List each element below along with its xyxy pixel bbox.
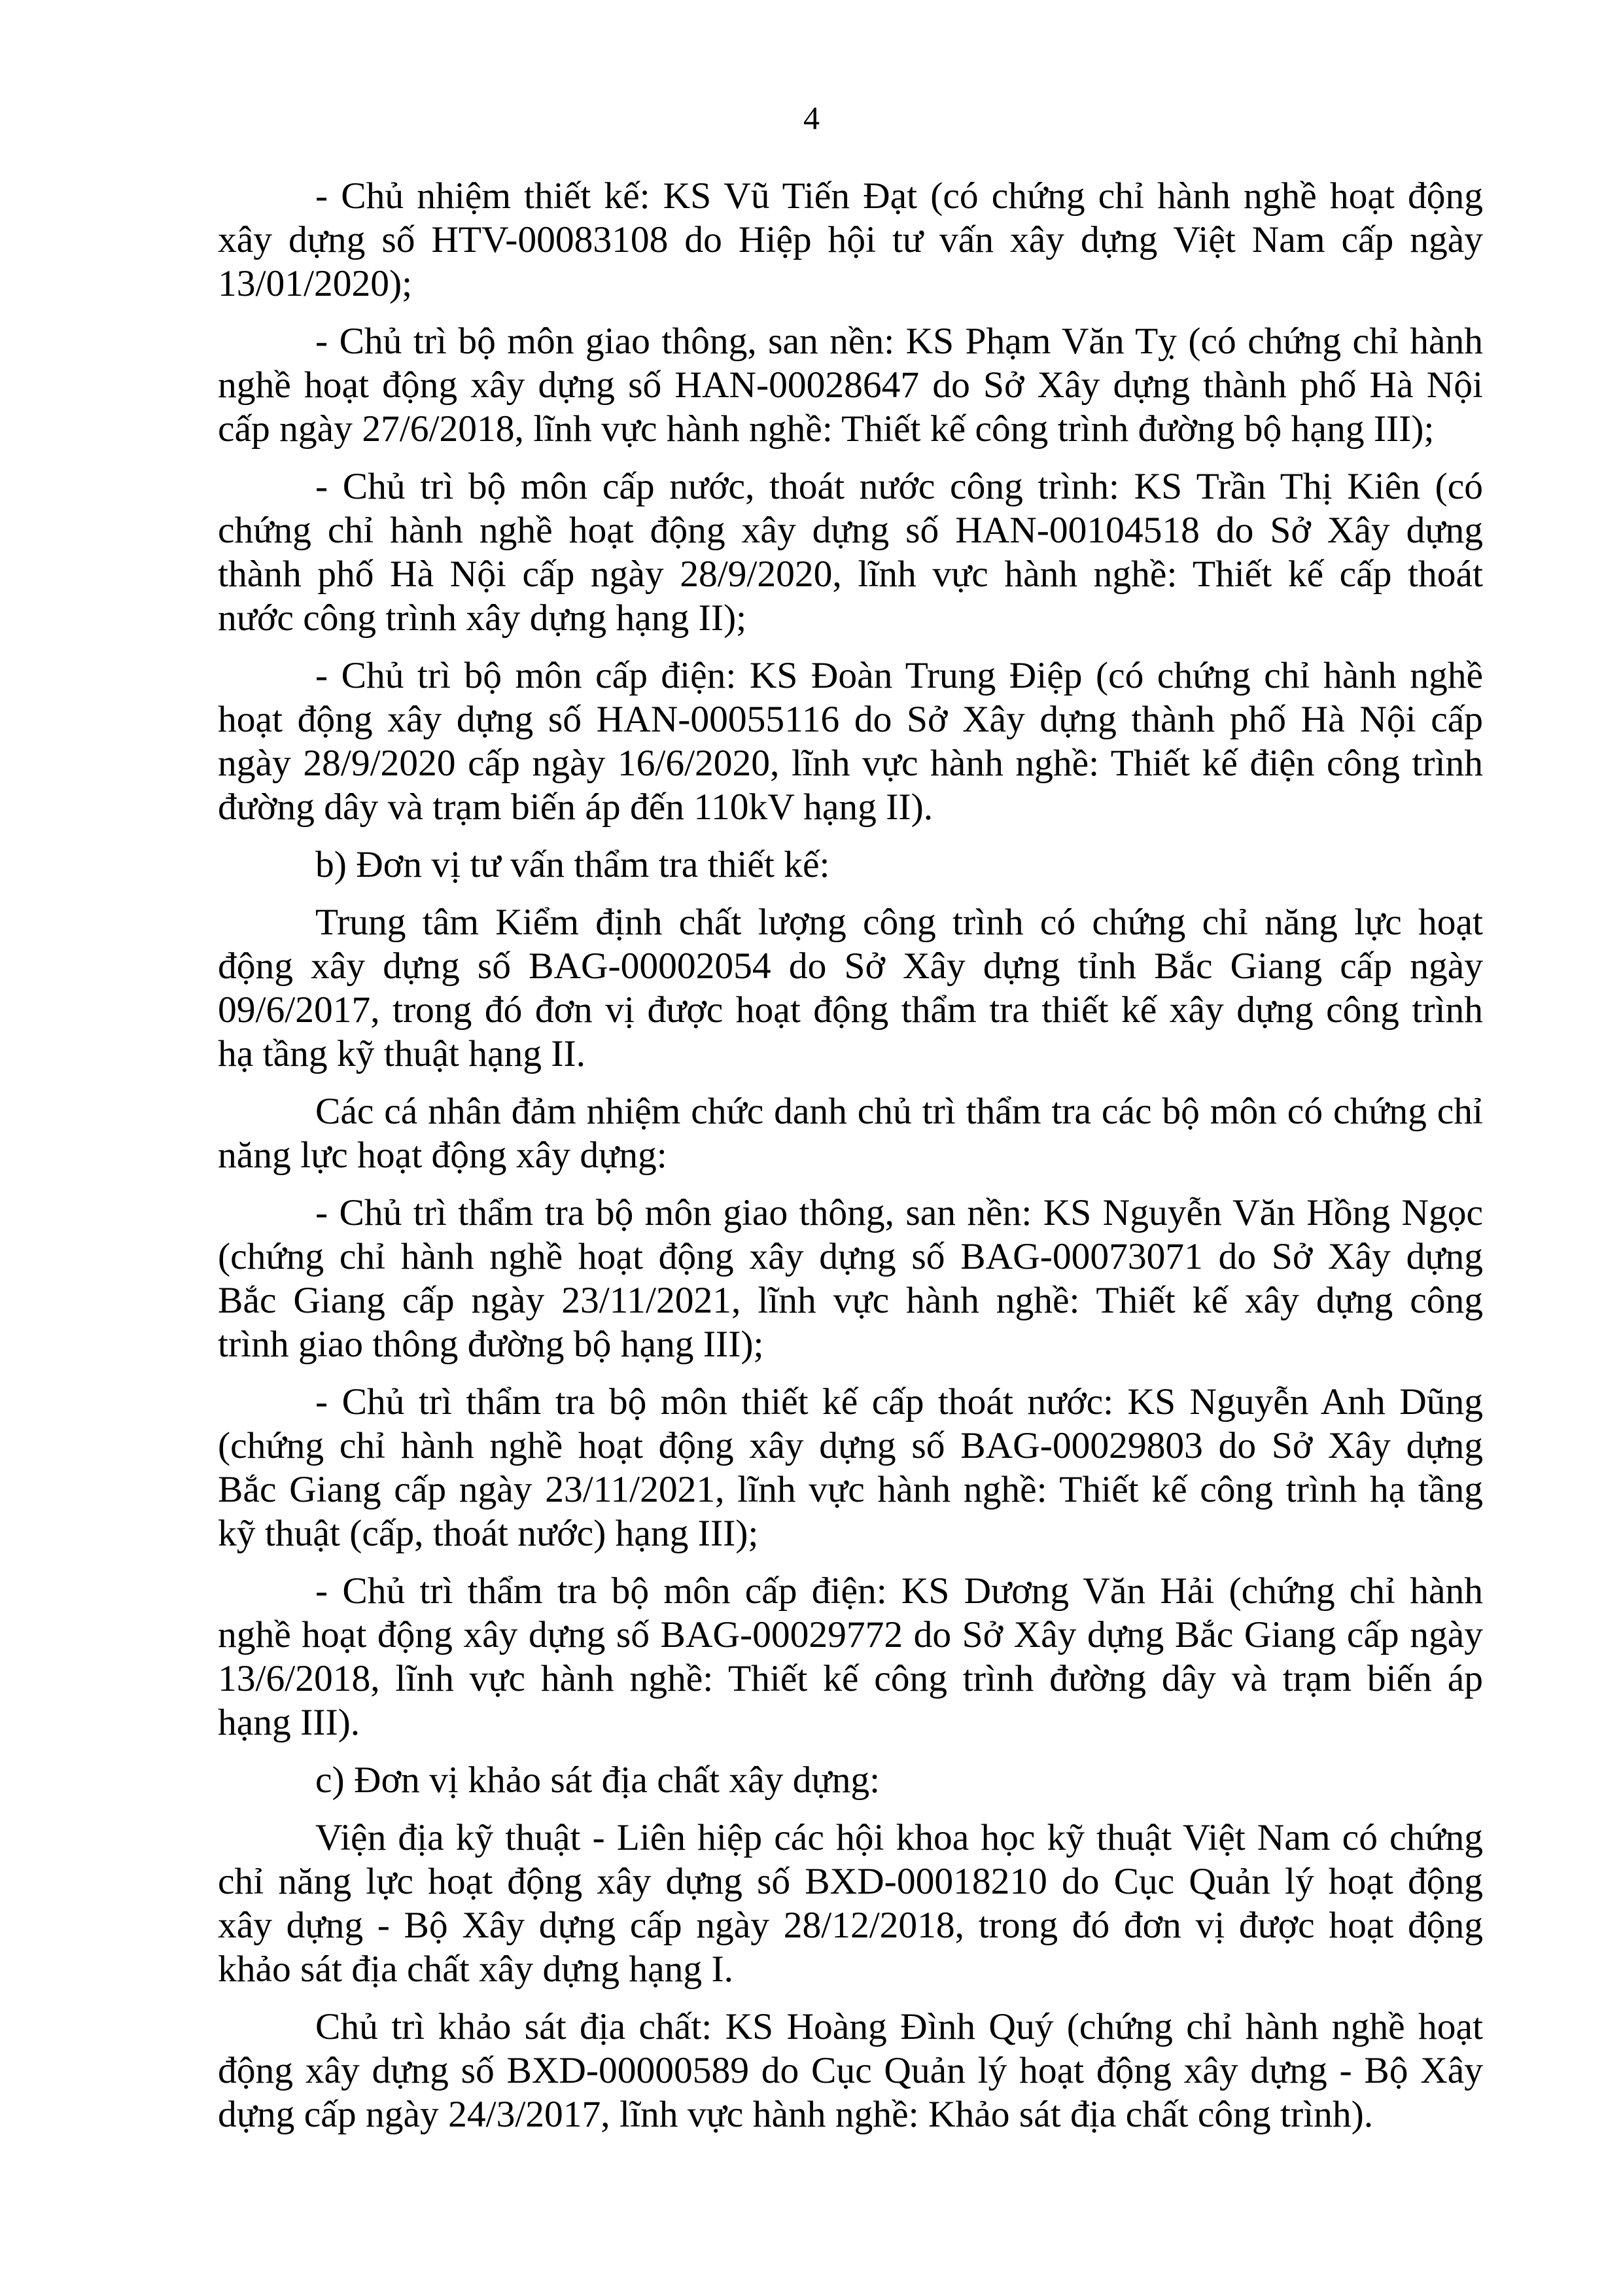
paragraph bbox=[218, 319, 1483, 451]
text-line: thành phố Hà Nội cấp ngày 28/9/2020, lĩnh vực hành nghề: Thiết kế cấp thoát bbox=[218, 554, 1483, 595]
text-line: - Chủ trì bộ môn cấp nước, thoát nước công trình: KS Trần Thị Kiên (có bbox=[315, 466, 1483, 507]
text-line: 13/6/2018, lĩnh vực hành nghề: Thiết kế công trình đường dây và trạm biến áp bbox=[218, 1658, 1483, 1699]
text-line: chứng chỉ hành nghề hoạt động xây dựng số HAN-00104518 do Sở Xây dựng bbox=[218, 510, 1483, 551]
text-line: Chủ trì khảo sát địa chất: KS Hoàng Đình Quý (chứng chỉ hành nghề hoạt bbox=[315, 2006, 1483, 2047]
text-line: cấp ngày 27/6/2018, lĩnh vực hành nghề: Thiết kế công trình đường bộ hạng III); bbox=[218, 408, 1435, 450]
text-line: đường dây và trạm biến áp đến 110kV hạng II). bbox=[218, 786, 934, 828]
text-line: dựng cấp ngày 24/3/2017, lĩnh vực hành nghề: Khảo sát địa chất công trình). bbox=[218, 2094, 1374, 2135]
text-line: Viện địa kỹ thuật - Liên hiệp các hội khoa học kỹ thuật Việt Nam có chứng bbox=[315, 1817, 1483, 1858]
text-line: trình giao thông đường bộ hạng III); bbox=[218, 1324, 764, 1365]
paragraph bbox=[218, 1089, 1483, 1177]
text-line: xây dựng số HTV-00083108 do Hiệp hội tư vấn xây dựng Việt Nam cấp ngày bbox=[218, 219, 1483, 260]
text-line: hoạt động xây dựng số HAN-00055116 do Sở Xây dựng thành phố Hà Nội cấp bbox=[218, 699, 1483, 740]
page-number: 4 bbox=[803, 99, 820, 136]
text-line: động xây dựng số BXD-00000589 do Cục Quản lý hoạt động xây dựng - Bộ Xây bbox=[218, 2050, 1483, 2091]
text-line: c) Đơn vị khảo sát địa chất xây dựng: bbox=[315, 1759, 881, 1801]
paragraph bbox=[218, 1816, 1483, 1991]
text-line: - Chủ trì bộ môn giao thông, san nền: KS Phạm Văn Tỵ (có chứng chỉ hành bbox=[315, 321, 1483, 362]
text-line: nghề hoạt động xây dựng số HAN-00028647 do Sở Xây dựng thành phố Hà Nội bbox=[218, 364, 1483, 406]
text-line: - Chủ trì thẩm tra bộ môn cấp điện: KS Dương Văn Hải (chứng chỉ hành bbox=[315, 1570, 1483, 1612]
paragraph bbox=[218, 900, 1483, 1076]
paragraph bbox=[218, 465, 1483, 640]
paragraph bbox=[218, 654, 1483, 829]
paragraph bbox=[218, 2005, 1483, 2136]
text-line: - Chủ trì thẩm tra bộ môn giao thông, san nền: KS Nguyễn Văn Hồng Ngọc bbox=[315, 1192, 1483, 1233]
text-line: khảo sát địa chất xây dựng hạng I. bbox=[218, 1949, 734, 1990]
text-line: (chứng chỉ hành nghề hoạt động xây dựng số BAG-00029803 do Sở Xây dựng bbox=[218, 1425, 1483, 1466]
text-line: Trung tâm Kiểm định chất lượng công trình có chứng chỉ năng lực hoạt bbox=[315, 902, 1483, 943]
text-line: - Chủ nhiệm thiết kế: KS Vũ Tiến Đạt (có chứng chỉ hành nghề hoạt động bbox=[315, 175, 1483, 217]
section-heading bbox=[218, 1758, 1483, 1802]
paragraph bbox=[218, 1191, 1483, 1366]
paragraph bbox=[218, 1569, 1483, 1744]
text-line: b) Đơn vị tư vấn thẩm tra thiết kế: bbox=[315, 844, 830, 885]
paragraph bbox=[218, 1380, 1483, 1555]
text-line: - Chủ trì thẩm tra bộ môn thiết kế cấp thoát nước: KS Nguyễn Anh Dũng bbox=[315, 1381, 1483, 1422]
text-line: năng lực hoạt động xây dựng: bbox=[218, 1135, 667, 1176]
paragraph bbox=[218, 174, 1483, 306]
text-line: nghề hoạt động xây dựng số BAG-00029772 do Sở Xây dựng Bắc Giang cấp ngày bbox=[218, 1614, 1483, 1655]
text-line: hạng III). bbox=[218, 1702, 360, 1743]
text-line: hạ tầng kỹ thuật hạng II. bbox=[218, 1033, 586, 1074]
text-line: xây dựng - Bộ Xây dựng cấp ngày 28/12/2018, trong đó đơn vị được hoạt động bbox=[218, 1905, 1483, 1946]
text-line: Bắc Giang cấp ngày 23/11/2021, lĩnh vực hành nghề: Thiết kế công trình hạ tầng bbox=[218, 1469, 1483, 1510]
text-line: Các cá nhân đảm nhiệm chức danh chủ trì thẩm tra các bộ môn có chứng chỉ bbox=[315, 1091, 1483, 1132]
document-body bbox=[218, 174, 1483, 2150]
text-line: 13/01/2020); bbox=[218, 263, 413, 304]
text-line: ngày 28/9/2020 cấp ngày 16/6/2020, lĩnh vực hành nghề: Thiết kế điện công trình bbox=[218, 743, 1483, 784]
text-line: (chứng chỉ hành nghề hoạt động xây dựng số BAG-00073071 do Sở Xây dựng bbox=[218, 1236, 1483, 1277]
text-line: - Chủ trì bộ môn cấp điện: KS Đoàn Trung Điệp (có chứng chỉ hành nghề bbox=[315, 655, 1483, 696]
text-line: nước công trình xây dựng hạng II); bbox=[218, 597, 747, 639]
text-line: động xây dựng số BAG-00002054 do Sở Xây dựng tỉnh Bắc Giang cấp ngày bbox=[218, 945, 1483, 987]
text-line: Bắc Giang cấp ngày 23/11/2021, lĩnh vực hành nghề: Thiết kế xây dựng công bbox=[218, 1280, 1483, 1321]
text-line: 09/6/2017, trong đó đơn vị được hoạt động thẩm tra thiết kế xây dựng công trình bbox=[218, 989, 1483, 1031]
section-heading bbox=[218, 843, 1483, 887]
text-line: chỉ năng lực hoạt động xây dựng số BXD-00018210 do Cục Quản lý hoạt động bbox=[218, 1861, 1483, 1902]
text-line: kỹ thuật (cấp, thoát nước) hạng III); bbox=[218, 1513, 759, 1554]
